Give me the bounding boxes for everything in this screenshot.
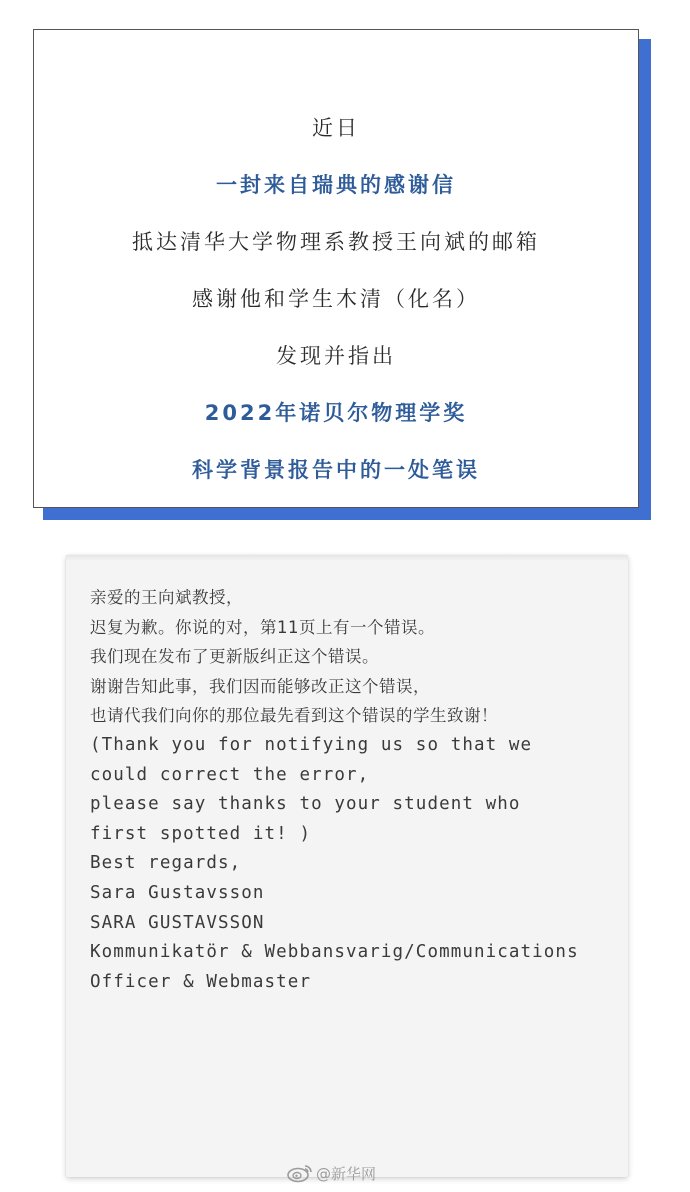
letter-line: first spotted it! )	[90, 823, 312, 844]
watermark	[287, 1162, 376, 1184]
intro-card	[33, 29, 639, 508]
letter-line: 也请代我们向你的那位最先看到这个错误的学生致谢！	[90, 706, 498, 726]
card-line: 抵达清华大学物理系教授王向斌的邮箱	[132, 230, 540, 254]
letter-line: could correct the error,	[90, 764, 370, 785]
letter-line: 迟复为歉。你说的对，第11页上有一个错误。	[90, 617, 435, 637]
card-line: 2022年诺贝尔物理学奖	[204, 401, 468, 425]
letter-line: Sara Gustavsson	[90, 882, 265, 903]
card-line: 科学背景报告中的一处笔误	[192, 458, 480, 482]
letter-line: Officer & Webmaster	[90, 971, 312, 992]
letter-line: SARA GUSTAVSSON	[90, 912, 265, 933]
letter-line: Best regards,	[90, 853, 242, 874]
card-line: 近日	[312, 116, 360, 140]
card-line: 发现并指出	[276, 344, 396, 368]
letter-line: please say thanks to your student who	[90, 794, 521, 815]
card-line: 感谢他和学生木清（化名）	[192, 287, 480, 311]
weibo-icon	[287, 1163, 313, 1183]
letter-line: 谢谢告知此事，我们因而能够改正这个错误，	[90, 676, 430, 696]
letter-body	[90, 583, 579, 997]
thank-you-letter	[66, 555, 628, 1177]
watermark-text: @新华网	[316, 1164, 377, 1183]
letter-line: (Thank you for notifying us so that we	[90, 734, 533, 755]
letter-line: Kommunikatör & Webbansvarig/Communications	[90, 942, 579, 963]
letter-line: 亲爱的王向斌教授，	[90, 588, 243, 607]
card-line: 一封来自瑞典的感谢信	[216, 173, 456, 197]
letter-line: 我们现在发布了更新版纠正这个错误。	[90, 647, 379, 667]
